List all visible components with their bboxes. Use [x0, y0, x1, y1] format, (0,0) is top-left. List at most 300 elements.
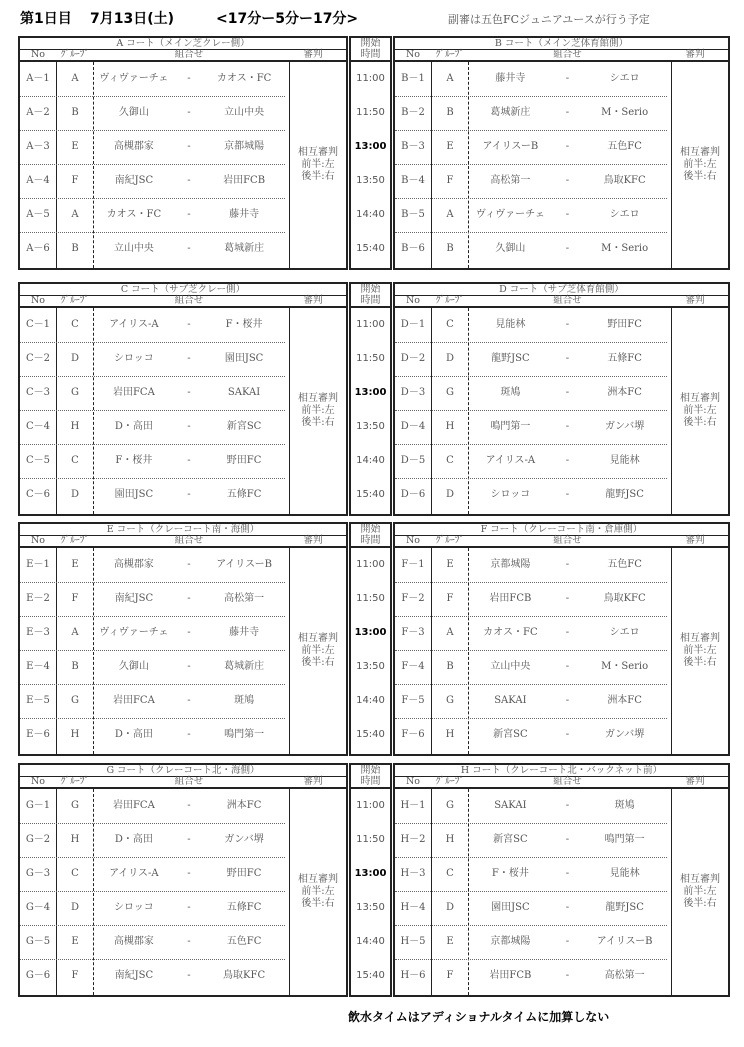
away-team: 五色FC — [607, 141, 642, 152]
home-team: D・高田 — [114, 729, 153, 740]
match-row — [20, 164, 285, 199]
away-team: 洲本FC — [607, 387, 642, 398]
home-team: 龍野JSC — [491, 353, 530, 364]
away-team: 高松第一 — [604, 970, 645, 981]
referee-line: 相互審判 — [680, 147, 720, 158]
start-time-column — [349, 522, 392, 756]
versus-dash: - — [187, 559, 191, 570]
home-team: 新宮SC — [493, 834, 528, 845]
match-group: C — [71, 455, 79, 466]
referee-text — [298, 874, 338, 910]
start-header-2: 時間 — [351, 776, 390, 789]
left-court-table — [18, 522, 348, 756]
home-team: F・桜井 — [491, 868, 529, 879]
match-row — [20, 232, 285, 266]
away-team: ガンバ堺 — [604, 729, 645, 740]
col-match: 組合せ — [174, 776, 204, 787]
start-time: 11:50 — [356, 593, 385, 604]
col-no: No — [30, 295, 46, 306]
match-group: F — [71, 970, 79, 981]
away-team: 園田JSC — [224, 353, 264, 364]
versus-dash: - — [187, 627, 191, 638]
away-team: 新宮SC — [226, 421, 262, 432]
match-no: D－2 — [400, 353, 426, 364]
match-no: E－4 — [26, 661, 50, 672]
start-header-1: 開始 — [360, 284, 381, 295]
match-group: F — [71, 593, 79, 604]
match-no: A－1 — [26, 73, 50, 84]
match-no: B－4 — [401, 175, 425, 186]
match-group: D — [70, 902, 80, 913]
col-group: ｸﾞﾙｰﾌﾟ — [60, 776, 90, 787]
col-group: ｸﾞﾙｰﾌﾟ — [435, 49, 465, 60]
home-team: F・桜井 — [115, 455, 153, 466]
versus-dash: - — [187, 800, 191, 811]
match-no: C－4 — [25, 421, 50, 432]
match-row — [395, 959, 667, 993]
home-team: 斑鳩 — [500, 387, 521, 398]
referee-line: 前半:左 — [683, 886, 717, 897]
referee-line: 相互審判 — [298, 147, 338, 158]
match-row — [20, 582, 285, 617]
away-team: M・Serio — [601, 243, 649, 254]
home-team: アイリス-A — [109, 319, 159, 330]
versus-dash: - — [187, 73, 191, 84]
match-no: H－1 — [400, 800, 426, 811]
referee-text — [298, 147, 338, 183]
versus-dash: - — [565, 455, 570, 466]
match-group: G — [71, 387, 79, 398]
match-group: C — [446, 455, 454, 466]
referee-line: 前半:左 — [683, 159, 717, 170]
start-time: 13:50 — [356, 421, 385, 432]
match-row — [395, 410, 667, 445]
match-no: A－3 — [26, 141, 50, 152]
col-match: 組合せ — [553, 776, 582, 787]
match-group: F — [446, 593, 454, 604]
col-referee: 審判 — [685, 295, 705, 306]
home-team: 岩田FCA — [112, 800, 155, 811]
referee-line: 後半:右 — [683, 657, 717, 668]
court-title: D コート（サブ芝体育館側） — [395, 284, 728, 296]
match-no: F－5 — [401, 695, 425, 706]
match-group: E — [446, 141, 454, 152]
column-headers — [20, 777, 346, 789]
assistant-referee-note: 副審は五色FCジュニアユースが行う予定 — [448, 13, 650, 26]
match-row — [395, 308, 667, 343]
versus-dash: - — [565, 559, 570, 570]
referee-line: 後半:右 — [301, 657, 335, 668]
home-team: 南紀JSC — [114, 970, 154, 981]
match-group: H — [445, 421, 455, 432]
match-row — [20, 857, 285, 892]
match-row — [395, 650, 667, 685]
away-team: 鳴門第一 — [224, 729, 265, 740]
match-group: C — [71, 868, 79, 879]
match-row — [20, 376, 285, 411]
start-time: 13:00 — [354, 141, 387, 152]
match-no: G－3 — [25, 868, 51, 879]
match-no: A－5 — [26, 209, 50, 220]
home-team: 京都城陽 — [490, 559, 531, 570]
referee-line: 相互審判 — [298, 633, 338, 644]
referee-line: 前半:左 — [301, 405, 335, 416]
away-team: アイリスーB — [596, 936, 653, 947]
home-team: 南紀JSC — [114, 175, 154, 186]
away-team: 洲本FC — [226, 800, 262, 811]
home-team: D・高田 — [114, 421, 153, 432]
match-group: F — [446, 970, 454, 981]
home-team: ヴィヴァーチェ — [99, 73, 169, 84]
referee-cell — [671, 62, 728, 268]
home-team: 岩田FCA — [112, 387, 155, 398]
away-team: 野田FC — [226, 868, 262, 879]
referee-line: 前半:左 — [301, 645, 335, 656]
match-group: G — [71, 800, 79, 811]
match-format: <17分ー5分ー17分> — [216, 11, 359, 27]
home-team: シロッコ — [113, 353, 154, 364]
match-no: F－4 — [401, 661, 425, 672]
away-team: 五條FC — [607, 353, 642, 364]
match-no: B－5 — [401, 209, 425, 220]
versus-dash: - — [565, 970, 570, 981]
referee-line: 前半:左 — [301, 886, 335, 897]
match-row — [395, 96, 667, 131]
court-block — [18, 282, 728, 516]
versus-dash: - — [565, 627, 570, 638]
right-court-table — [393, 522, 730, 756]
match-group: H — [70, 421, 80, 432]
away-team: 斑鳩 — [234, 695, 255, 706]
start-time: 15:40 — [356, 970, 385, 981]
away-team: アイリスーB — [216, 559, 272, 570]
match-row — [395, 444, 667, 479]
versus-dash: - — [187, 868, 191, 879]
match-group: A — [71, 73, 79, 84]
home-team: シロッコ — [490, 489, 531, 500]
versus-dash: - — [565, 209, 570, 220]
away-team: 見能林 — [609, 868, 640, 879]
day-label: 第1日目 — [20, 11, 72, 27]
match-group: B — [71, 243, 79, 254]
col-no: No — [405, 49, 421, 60]
away-team: 洲本FC — [607, 695, 642, 706]
versus-dash: - — [565, 868, 570, 879]
home-team: 藤井寺 — [495, 73, 526, 84]
start-time: 13:00 — [354, 868, 387, 879]
page-header — [20, 8, 730, 30]
match-no: A－4 — [26, 175, 50, 186]
versus-dash: - — [565, 661, 570, 672]
home-team: 高槻郡家 — [113, 141, 154, 152]
referee-text — [680, 874, 720, 910]
court-title: A コート（メイン芝クレー側） — [20, 38, 346, 50]
match-no: D－1 — [400, 319, 426, 330]
home-team: SAKAI — [494, 800, 527, 811]
column-headers — [20, 50, 346, 62]
home-team: 久御山 — [118, 661, 149, 672]
start-time: 11:50 — [356, 107, 385, 118]
match-row — [20, 891, 285, 926]
away-team: 五色FC — [607, 559, 642, 570]
court-block — [18, 763, 728, 997]
referee-line: 後半:右 — [301, 898, 335, 909]
versus-dash: - — [187, 421, 191, 432]
referee-text — [680, 393, 720, 429]
match-no: E－1 — [26, 559, 50, 570]
home-team: 岩田FCB — [489, 593, 532, 604]
versus-dash: - — [187, 970, 191, 981]
match-row — [395, 857, 667, 892]
match-row — [395, 925, 667, 960]
away-team: 五條FC — [226, 489, 262, 500]
col-group: ｸﾞﾙｰﾌﾟ — [435, 776, 465, 787]
home-team: D・高田 — [114, 834, 153, 845]
away-team: ガンバ堺 — [224, 834, 264, 845]
match-no: A－6 — [26, 243, 50, 254]
match-row — [20, 718, 285, 752]
versus-dash: - — [565, 319, 570, 330]
home-team: 園田JSC — [114, 489, 154, 500]
match-group: A — [71, 209, 79, 220]
court-block — [18, 36, 728, 270]
match-group: D — [445, 489, 455, 500]
start-time: 13:50 — [356, 902, 385, 913]
referee-line: 相互審判 — [680, 393, 720, 404]
start-header-2: 時間 — [351, 535, 390, 548]
match-row — [395, 198, 667, 233]
match-group: D — [445, 353, 455, 364]
column-headers — [395, 536, 728, 548]
match-no: B－6 — [401, 243, 425, 254]
match-no: E－2 — [26, 593, 50, 604]
versus-dash: - — [565, 243, 570, 254]
col-referee: 審判 — [685, 535, 705, 546]
away-team: 野田FC — [226, 455, 262, 466]
match-no: C－5 — [25, 455, 50, 466]
match-row — [395, 478, 667, 512]
away-team: シエロ — [609, 73, 640, 84]
home-team: 高松第一 — [490, 175, 531, 186]
col-referee: 審判 — [685, 49, 705, 60]
match-group: G — [71, 695, 79, 706]
match-group: H — [70, 729, 80, 740]
start-header-2: 時間 — [351, 295, 390, 308]
col-group: ｸﾞﾙｰﾌﾟ — [60, 49, 90, 60]
versus-dash: - — [187, 695, 191, 706]
versus-dash: - — [187, 834, 191, 845]
versus-dash: - — [565, 107, 570, 118]
start-time: 14:40 — [356, 936, 385, 947]
match-no: F－3 — [401, 627, 425, 638]
match-no: F－1 — [401, 559, 425, 570]
home-team: 立山中央 — [113, 243, 154, 254]
versus-dash: - — [565, 834, 570, 845]
col-no: No — [30, 776, 46, 787]
match-group: B — [446, 243, 454, 254]
match-group: F — [71, 175, 79, 186]
referee-line: 後半:右 — [301, 417, 335, 428]
versus-dash: - — [187, 141, 191, 152]
referee-cell — [289, 548, 346, 754]
start-time: 13:00 — [354, 627, 387, 638]
versus-dash: - — [565, 387, 570, 398]
match-group: G — [446, 800, 454, 811]
away-team: F・桜井 — [225, 319, 263, 330]
start-time: 11:00 — [356, 73, 385, 84]
versus-dash: - — [565, 800, 570, 811]
versus-dash: - — [565, 936, 570, 947]
match-no: H－5 — [400, 936, 426, 947]
versus-dash: - — [565, 141, 570, 152]
match-row — [20, 823, 285, 858]
away-team: 藤井寺 — [229, 627, 260, 638]
court-title: C コート（サブ芝クレー側） — [20, 284, 346, 296]
match-group: D — [70, 353, 80, 364]
match-group: B — [71, 107, 79, 118]
match-no: G－1 — [25, 800, 51, 811]
col-no: No — [30, 535, 46, 546]
start-time: 13:50 — [356, 661, 385, 672]
referee-cell — [671, 548, 728, 754]
match-group: F — [446, 175, 454, 186]
start-time: 14:40 — [356, 455, 385, 466]
col-match: 組合せ — [174, 49, 204, 60]
col-no: No — [405, 535, 421, 546]
match-no: G－4 — [25, 902, 51, 913]
match-no: C－3 — [25, 387, 50, 398]
start-time-column — [349, 282, 392, 516]
start-time: 14:40 — [356, 695, 385, 706]
versus-dash: - — [565, 353, 570, 364]
match-no: E－6 — [26, 729, 50, 740]
match-no: H－6 — [400, 970, 426, 981]
match-group: C — [71, 319, 79, 330]
court-block — [18, 522, 728, 756]
away-team: 葛城新庄 — [224, 661, 265, 672]
away-team: M・Serio — [601, 661, 649, 672]
column-headers — [20, 536, 346, 548]
match-row — [20, 444, 285, 479]
versus-dash: - — [565, 175, 570, 186]
match-group: A — [71, 627, 79, 638]
match-row — [20, 130, 285, 165]
match-group: G — [446, 695, 454, 706]
referee-text — [298, 393, 338, 429]
away-team: 斑鳩 — [614, 800, 635, 811]
versus-dash: - — [187, 353, 191, 364]
versus-dash: - — [187, 455, 191, 466]
match-no: B－2 — [401, 107, 425, 118]
away-team: 高松第一 — [224, 593, 265, 604]
home-team: 新宮SC — [493, 729, 528, 740]
match-row — [20, 96, 285, 131]
versus-dash: - — [187, 489, 191, 500]
col-referee: 審判 — [303, 49, 323, 60]
match-row — [20, 62, 285, 97]
match-no: G－2 — [25, 834, 51, 845]
referee-cell — [289, 789, 346, 995]
col-referee: 審判 — [303, 535, 323, 546]
footer-note: 飲水タイムはアディショナルタイムに加算しない — [348, 1010, 610, 1024]
referee-line: 後半:右 — [301, 171, 335, 182]
match-group: H — [70, 834, 80, 845]
date-label: 7月13日(土) — [90, 11, 175, 27]
match-group: A — [446, 209, 454, 220]
away-team: 野田FC — [607, 319, 642, 330]
home-team: シロッコ — [113, 902, 154, 913]
match-row — [395, 718, 667, 752]
start-time: 11:00 — [356, 559, 385, 570]
match-row — [395, 789, 667, 824]
match-group: E — [71, 936, 79, 947]
match-row — [395, 164, 667, 199]
col-match: 組合せ — [553, 535, 582, 546]
match-row — [395, 342, 667, 377]
start-time: 14:40 — [356, 209, 385, 220]
match-row — [20, 342, 285, 377]
match-no: E－3 — [26, 627, 50, 638]
column-headers — [395, 50, 728, 62]
match-no: C－2 — [25, 353, 50, 364]
match-group: A — [446, 627, 454, 638]
home-team: 京都城陽 — [490, 936, 531, 947]
match-no: D－5 — [400, 455, 426, 466]
start-header-1: 開始 — [360, 524, 381, 535]
away-team: 鳥取KFC — [603, 175, 646, 186]
away-team: 京都城陽 — [224, 141, 265, 152]
home-team: 久御山 — [495, 243, 526, 254]
match-no: B－3 — [401, 141, 425, 152]
away-team: SAKAI — [227, 387, 261, 398]
versus-dash: - — [565, 593, 570, 604]
left-court-table — [18, 282, 348, 516]
start-time: 11:50 — [356, 834, 385, 845]
match-no: H－3 — [400, 868, 426, 879]
match-no: D－4 — [400, 421, 426, 432]
away-team: 鳥取KFC — [223, 970, 266, 981]
match-row — [395, 891, 667, 926]
referee-line: 後半:右 — [683, 898, 717, 909]
referee-line: 前半:左 — [683, 405, 717, 416]
match-group: A — [446, 73, 454, 84]
match-no: H－4 — [400, 902, 426, 913]
home-team: ヴィヴァーチェ — [99, 627, 169, 638]
col-group: ｸﾞﾙｰﾌﾟ — [435, 535, 465, 546]
col-match: 組合せ — [553, 49, 582, 60]
home-team: 鳴門第一 — [490, 421, 531, 432]
match-group: B — [446, 661, 454, 672]
match-group: G — [446, 387, 454, 398]
away-team: 五色FC — [226, 936, 262, 947]
match-no: A－2 — [26, 107, 50, 118]
referee-text — [298, 633, 338, 669]
versus-dash: - — [187, 209, 191, 220]
home-team: 高槻郡家 — [113, 936, 154, 947]
col-match: 組合せ — [553, 295, 582, 306]
column-headers — [20, 296, 346, 308]
match-row — [20, 925, 285, 960]
home-team: 葛城新庄 — [490, 107, 531, 118]
col-match: 組合せ — [174, 295, 204, 306]
court-title: G コート（クレーコート北・海側） — [20, 765, 346, 777]
referee-cell — [671, 308, 728, 514]
match-group: E — [71, 559, 79, 570]
versus-dash: - — [565, 421, 570, 432]
home-team: 見能林 — [495, 319, 526, 330]
home-team: 久御山 — [118, 107, 149, 118]
away-team: 藤井寺 — [229, 209, 260, 220]
